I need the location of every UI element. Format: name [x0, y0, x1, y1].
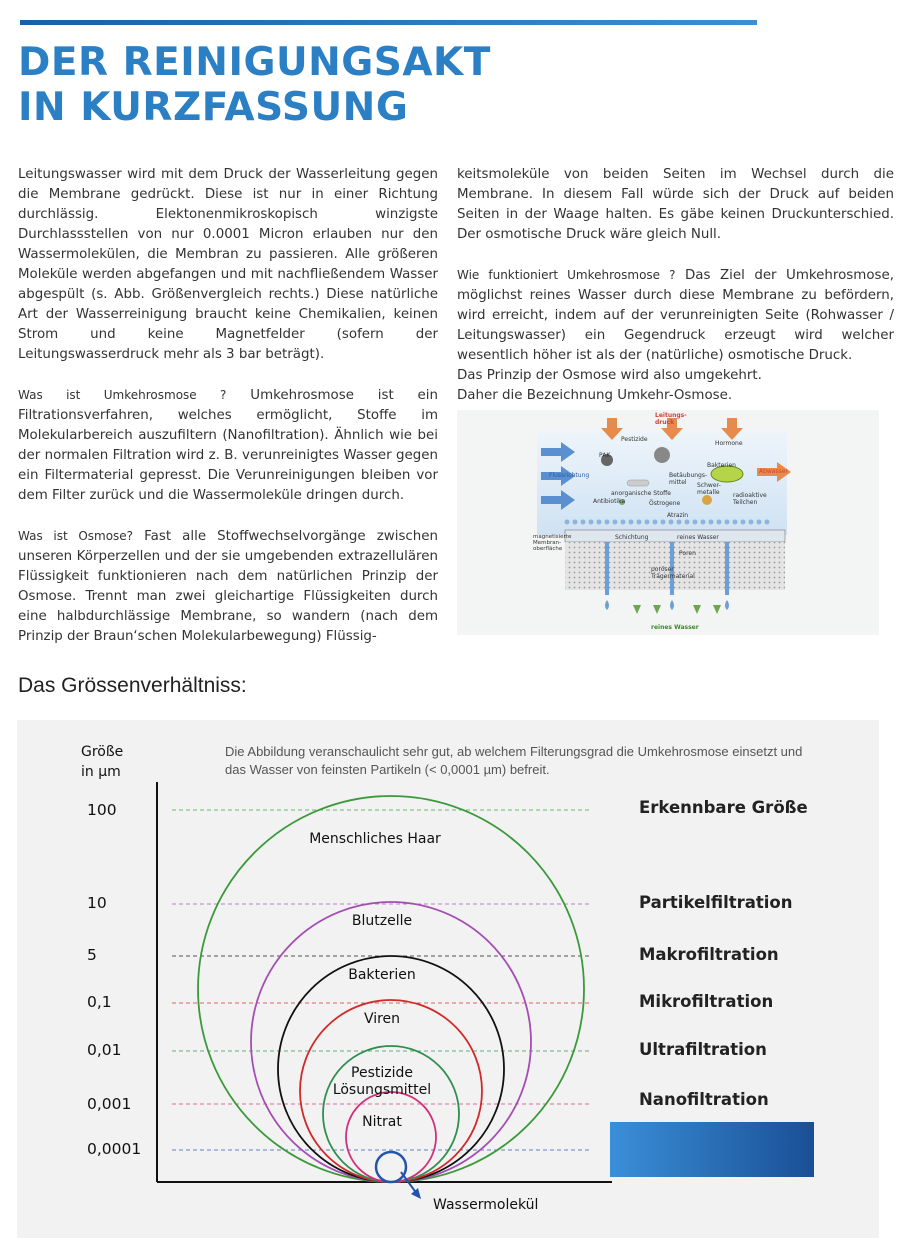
filtration-ultra: Ultrafiltration	[639, 1040, 767, 1059]
right-text-column	[457, 165, 894, 406]
y-axis-label	[81, 742, 123, 782]
filtration-nano: Nanofiltration	[639, 1090, 769, 1109]
label-pestizide: Pestizide	[621, 436, 648, 443]
left-text-column	[18, 165, 438, 647]
label-leitungsdruck: Leitungs- druck	[655, 412, 687, 426]
circle-label-blutzelle: Blutzelle	[351, 913, 413, 929]
y-tick-100: 100	[87, 801, 117, 819]
membrane-illustration	[457, 410, 879, 635]
water-molecule-arrowhead	[411, 1188, 421, 1199]
label-flussrichtung: Flussrichtung	[549, 472, 590, 479]
y-tick-10: 10	[87, 894, 107, 912]
question-osmose: Was ist Osmose?	[18, 529, 134, 543]
answer-osmose: Fast alle Stoffwechselvorgänge zwischen unseren Körperzellen und der sie umgebenden extrazellulären Flüssigkeit funktionieren nach dem natürlichen Prinzip der Osmose. Trennt man zwei gleichartige Flüssigkeiten durch eine halbdurchlässige Membrane, so wandern (nach dem Prinzip der Braun‘schen Molekularbewegung) Flüssig-	[18, 529, 438, 644]
size-circle	[251, 902, 531, 1182]
paragraph-continuation: keitsmoleküle von beiden Seiten im Wechsel durch die Membrane. In diesem Fall würde sich der Druck auf beiden Seiten in der Waage halten. Es gäbe keinen Druckunterschied. Der osmotische Druck wäre gleich Null.	[457, 167, 894, 242]
top-accent-bar	[20, 20, 757, 25]
paragraph-osmose	[18, 526, 438, 647]
y-axis-label-line-1: Größe	[81, 744, 124, 760]
circle-label-menschliches-haar: Menschliches Haar	[309, 831, 441, 847]
label-abwasser: Abwasser	[759, 468, 788, 475]
paragraph-how-it-works	[457, 265, 894, 406]
circle-label-viren: Viren	[363, 1011, 401, 1027]
sizes-section-title: Das Grössenverhältniss:	[18, 674, 247, 697]
y-tick-0-001: 0,001	[87, 1095, 132, 1113]
line-name-origin: Daher die Bezeichnung Umkehr-Osmose.	[457, 388, 733, 403]
label-oestrogene: Östrogene	[649, 500, 681, 507]
answer-umkehrosmose: Umkehrosmose ist ein Filtrationsverfahren, welches ermöglicht, Stoffe im Molekularbereich auszufiltern (Nanofiltration). Ähnlich wie bei der normalen Filtration wird z. B. verunreinigtes Wasser gegen ein Filtermaterial gepresst. Die Verunreinigungen bleiben vor dem Filter zurück und die Wassermoleküle dringen durch.	[18, 388, 438, 503]
label-poren: Poren	[679, 550, 696, 557]
label-pak: PAK	[599, 452, 611, 459]
question-how-it-works: Wie funktioniert Umkehrosmose ?	[457, 268, 676, 282]
circle-label-nitrat: Nitrat	[362, 1114, 402, 1130]
page-title	[18, 40, 491, 130]
label-schichtung: Schichtung	[615, 534, 649, 541]
filtration-makro: Makrofiltration	[639, 945, 779, 964]
paragraph-umkehrosmose	[18, 385, 438, 506]
paragraph-intro: Leitungswasser wird mit dem Druck der Wasserleitung gegen die Membrane gedrückt. Diese ist nur in einer Richtung durchlässig. Elektonenmikroskopisch winzigste Durchlassstellen von nur 0.0001 Micron erlauben nur den Wassermolekülen, die Membran zu passieren. Alle größeren Moleküle werden abgefangen und mit nachfließendem Wasser abgespült (s. Abb. Größenvergleich rechts.) Diese natürliche Art der Wasserreinigung braucht keine Chemikalien, keinen Strom und keine Magnetfelder (sofern der Leitungswasserdruck mehr als 3 bar beträgt).	[18, 167, 438, 362]
title-line-2: IN KURZFASSUNG	[18, 85, 409, 130]
label-poroeser: poröser Trägermaterial	[651, 566, 695, 580]
question-umkehrosmose: Was ist Umkehrosmose ?	[18, 388, 227, 402]
circle-label-pestizide: Pestizide Lösungsmittel	[332, 1065, 432, 1098]
label-magnetisierte: magnetisierte Membran- oberfläche	[533, 534, 572, 552]
blue-gradient-box	[610, 1122, 814, 1177]
label-reines-wasser-top: reines Wasser	[677, 534, 719, 541]
y-tick-0-0001: 0,0001	[87, 1140, 142, 1158]
answer-how-it-works: Das Ziel der Umkehrosmose, möglichst reines Wasser durch diese Membrane zu befördern, wird erreicht, indem auf der verunreinigten Seite (Rohwasser / Leitungswasser) ein Gegendruck erzeugt wird welcher wesentlich höher ist als der (natürliche) osmotische Druck.	[457, 268, 894, 363]
size-comparison-panel	[17, 720, 879, 1238]
label-hormone: Hormone	[715, 440, 743, 447]
size-circle	[346, 1092, 436, 1182]
line-principle-reversed: Das Prinzip der Osmose wird also umgekehrt.	[457, 368, 762, 383]
label-bakterien: Bakterien	[707, 462, 736, 469]
water-molecule-label: Wassermolekül	[433, 1197, 539, 1213]
label-antibiotika: Antibiotika	[593, 498, 626, 505]
label-betaeubungsmittel: Betäubungs- mittel	[669, 472, 708, 486]
label-reines-wasser: reines Wasser	[651, 624, 699, 631]
label-radioaktive: radioaktive Teilchen	[733, 492, 767, 506]
y-tick-5: 5	[87, 946, 97, 964]
filtration-erkennbare-groesse: Erkennbare Größe	[639, 798, 808, 817]
chart-description: Die Abbildung veranschaulicht sehr gut, ab welchem Filterungsgrad die Umkehrosmose einsetzt und das Wasser von feinsten Partikeln (< 0,0001 µm) befreit.	[225, 744, 803, 777]
water-molecule-circle	[376, 1152, 406, 1182]
filtration-partikel: Partikelfiltration	[639, 893, 793, 912]
label-anorganische: anorganische Stoffe	[611, 490, 671, 497]
y-tick-0-1: 0,1	[87, 993, 112, 1011]
label-atrazin: Atrazin	[667, 512, 689, 519]
circle-label-bakterien: Bakterien	[348, 967, 416, 983]
y-axis-label-line-2: in µm	[81, 764, 121, 780]
filtration-mikro: Mikrofiltration	[639, 992, 774, 1011]
label-schwermetalle: Schwer- metalle	[697, 482, 721, 496]
title-line-1: DER REINIGUNGSAKT	[18, 40, 491, 85]
membrane-illustration-graphic	[457, 410, 879, 635]
y-tick-0-01: 0,01	[87, 1041, 122, 1059]
